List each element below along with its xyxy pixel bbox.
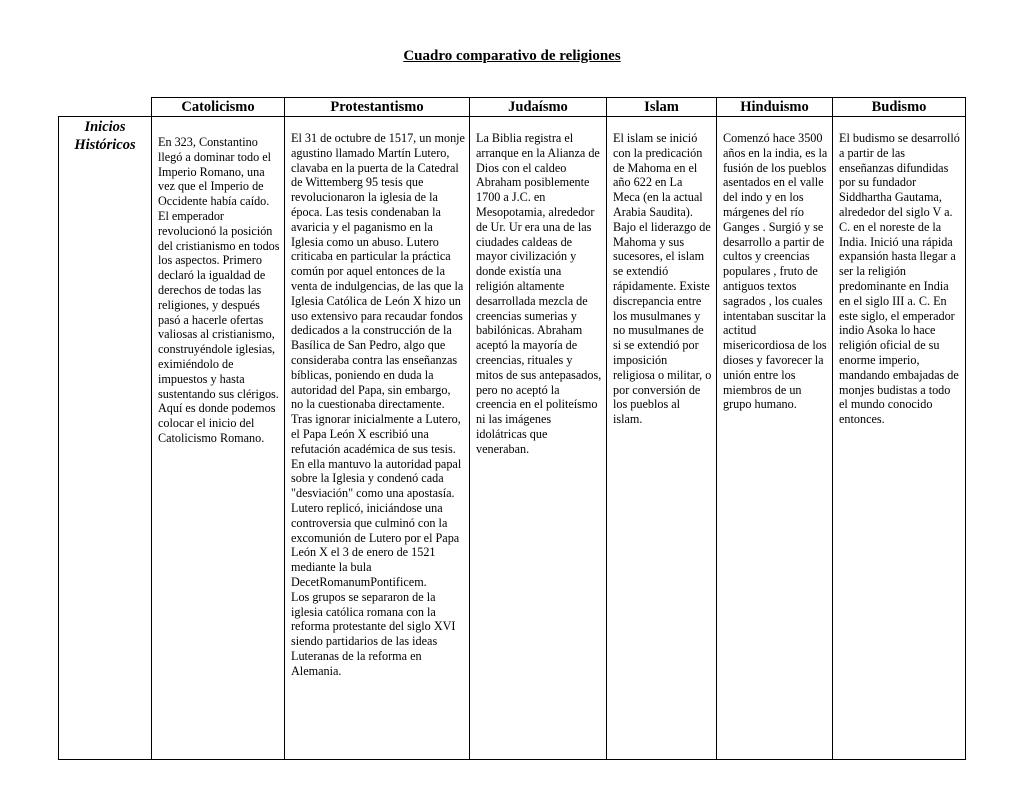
row-label-inicios-historicos: Inicios Históricos [59, 117, 152, 760]
column-header-hinduismo: Hinduismo [717, 98, 833, 117]
column-header-protestantismo: Protestantismo [285, 98, 470, 117]
column-header-islam: Islam [607, 98, 717, 117]
cell-catolicismo [152, 117, 285, 760]
cell-protestantismo [285, 117, 470, 760]
cell-text-budismo: El budismo se desarrolló a partir de las enseñanzas difundidas por su fundador Siddhartha Gautama, alrededor del siglo V a. C. en el noreste de la India. Inició una rápida expansión hasta llegar a ser la religión predominante en India en el siglo III a. C. En este siglo, el emperador indio Asoka lo hace religión oficial de su enorme imperio, mandando embajadas de monjes budistas a todo el mundo conocido entonces. [839, 131, 960, 427]
cell-text-judaismo: La Biblia registra el arranque en la Alianza de Dios con el caldeo Abraham posiblemente 1700 a J.C. en Mesopotamia, alrededor de Ur. Ur era una de las ciudades caldeas de mayor civilización y donde existía una religión altamente desarrollada mezcla de creencias sumerias y babilónicas. Abraham aceptó la mayoría de creencias, rituales y mitos de sus antepasados, pero no aceptó la creencia en el politeísmo ni las imágenes idolátricas que veneraban. [476, 131, 602, 456]
cell-text-hinduismo: Comenzó hace 3500 años en la india, es la fusión de los pueblos asentados en el valle del indo y en los márgenes del río Ganges . Surgió y se desarrollo a partir de cultos y creencias populares , fruto de antiguos textos sagrados , los cuales intentaban suscitar la actitud misericordiosa de los dioses y favorecer la unión entre los miembros de un grupo humano. [723, 131, 828, 412]
cell-text-protestantismo-2: Los grupos se separaron de la iglesia católica romana con la reforma protestante del siglo XVI siendo partidarios de las ideas Luteranas de la reforma en Alemania. [291, 589, 456, 678]
column-header-catolicismo: Catolicismo [152, 98, 285, 117]
cell-budismo [833, 117, 966, 760]
table-corner-cell [59, 98, 152, 117]
cell-text-catolicismo: En 323, Constantino llegó a dominar todo el Imperio Romano, una vez que el Imperio de Occidente había caído. El emperador revolucionó la posición del cristianismo en todos los aspectos. Primero declaró la igualdad de derechos de todas las religiones, y después pasó a hacerle ofertas valiosas al cristianismo, construyéndole iglesias, eximiéndolo de impuestos y hasta sustentando sus clérigos. Aquí es donde podemos colocar el inicio del Catolicismo Romano. [158, 135, 280, 445]
cell-judaismo [470, 117, 607, 760]
table-row [59, 117, 966, 760]
cell-hinduismo [717, 117, 833, 760]
column-header-judaismo: Judaísmo [470, 98, 607, 117]
cell-islam [607, 117, 717, 760]
table-header-row [59, 98, 966, 117]
cell-text-protestantismo: El 31 de octubre de 1517, un monje agustino llamado Martín Lutero, clavaba en la puerta de la Catedral de Wittemberg 95 tesis que revolucionaron la iglesia de la época. Las tesis condenaban la avaricia y el paganismo en la Iglesia como un abuso. Lutero criticaba en particular la práctica común por aquel entonces de la venta de indulgencias, de las que la Iglesia Católica de León X hizo un uso extensivo para recaudar fondos dedicados a la construcción de la Basílica de San Pedro, algo que consideraba contra las enseñanzas bíblicas, poniendo en duda la autoridad del Papa, sin embargo, no la cuestionaba directamente. Tras ignorar inicialmente a Lutero, el Papa León X escribió una refutación académica de sus tesis. En ella mantuvo la autoridad papal sobre la Iglesia y condenó cada "desviación" como una apostasía. Lutero replicó, iniciándose una controversia que culminó con la excomunión de Lutero por el Papa León X el 3 de enero de 1521 mediante la bula DecetRomanumPontificem. [291, 131, 465, 589]
cell-text-islam: El islam se inició con la predicación de Mahoma en el año 622 en La Meca (en la actual Arabia Saudita). Bajo el liderazgo de Mahoma y sus sucesores, el islam se extendió rápidamente. Existe discrepancia entre los musulmanes y no musulmanes de si se extendió por imposición religiosa o militar, o por conversión de los pueblos al islam. [613, 131, 712, 427]
document-title: Cuadro comparativo de religiones [403, 48, 621, 64]
comparison-table [58, 97, 966, 760]
column-header-budismo: Budismo [833, 98, 966, 117]
